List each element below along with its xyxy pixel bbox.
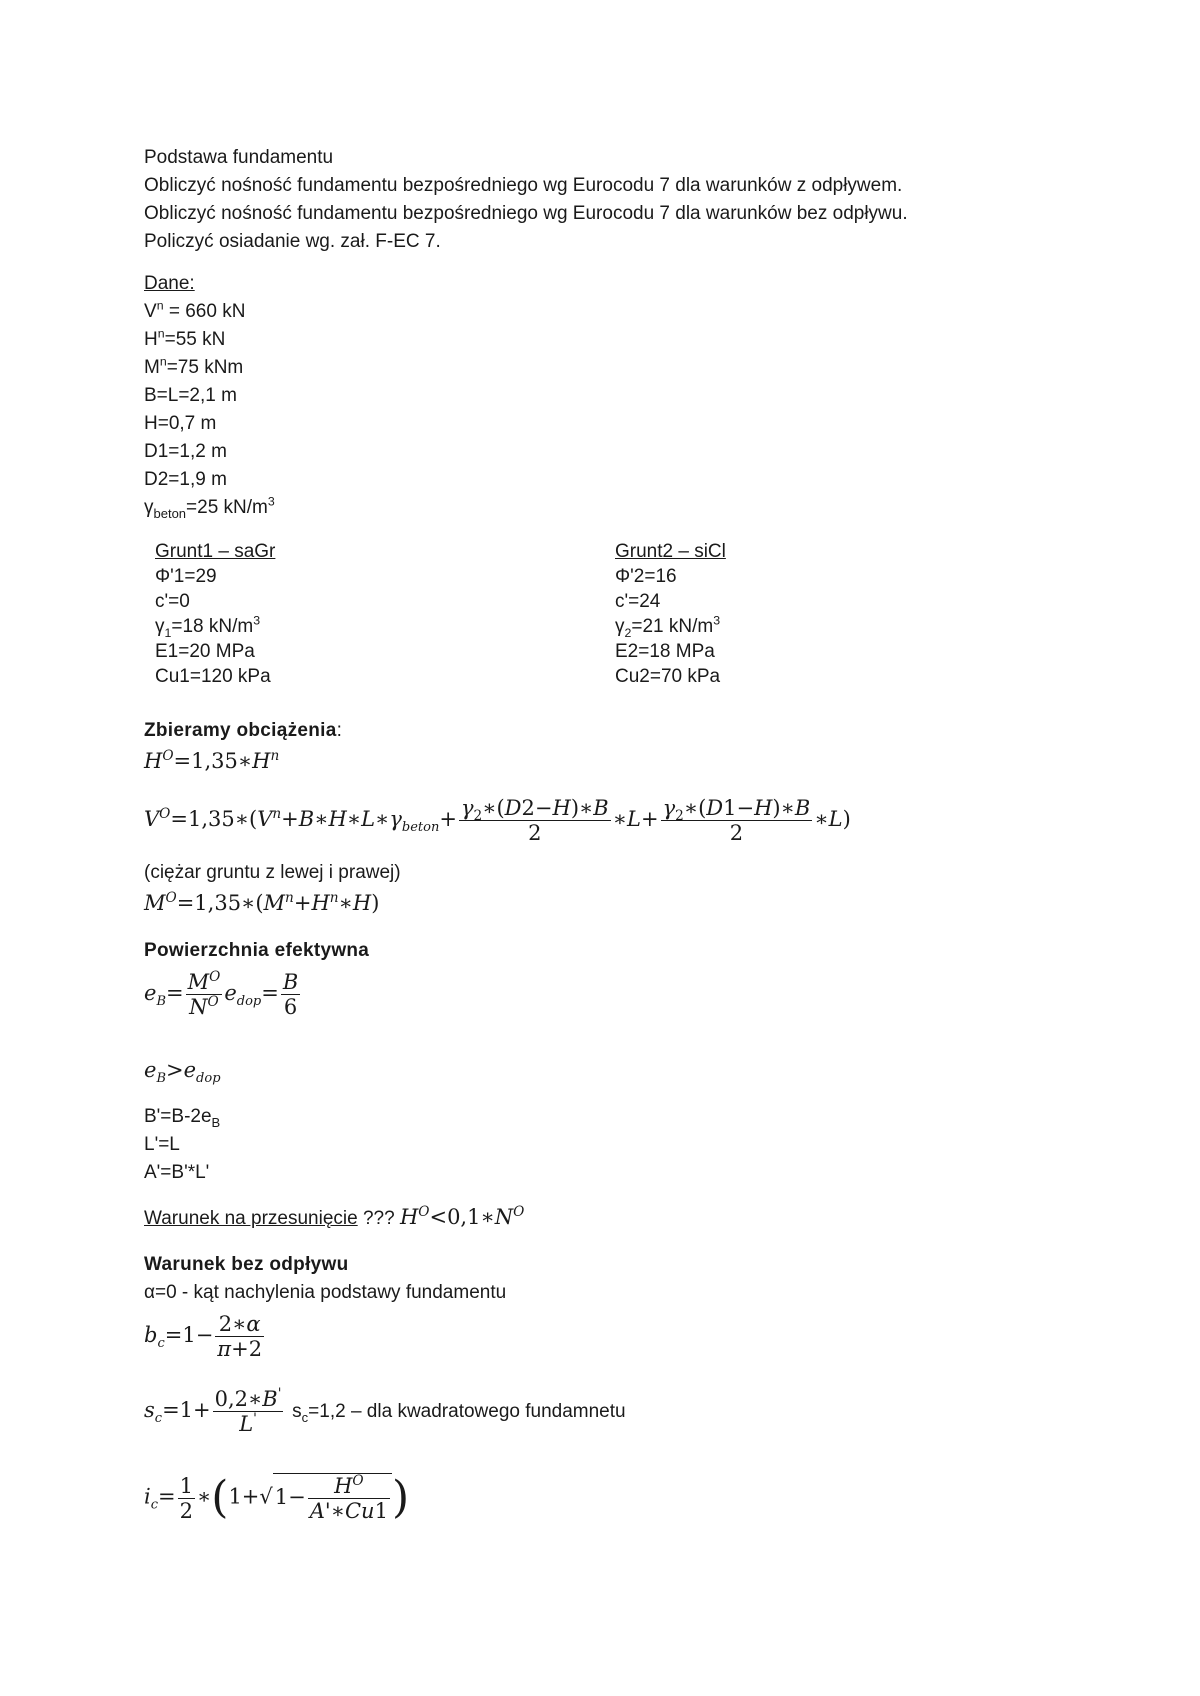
dane-heading: Dane: bbox=[144, 273, 195, 294]
grunt1-phi: Φ'1=29 bbox=[155, 566, 217, 587]
grunt1-title: Grunt1 – saGr bbox=[155, 541, 276, 562]
grunt2-gamma: $\gamma_2=21$ $kN/m^3$ bbox=[615, 613, 721, 640]
grunt1-e: E1=20 MPa bbox=[155, 641, 255, 662]
grunt2-phi: Φ'2=16 bbox=[615, 566, 677, 587]
grunt2-c: c'=24 bbox=[615, 591, 661, 612]
obciazenia-heading: Zbieramy obciążenia: bbox=[144, 720, 342, 741]
formula-vo: $V^O=1,35∗(V^n+B∗H∗L∗\gamma_{beton}+$ $\frac{\gamma_2∗(D2-H)∗B}{2}$ ∗L+ $\frac{\gamma_2∗(D1-H)∗B}{2}$ ∗L) bbox=[144, 796, 851, 845]
grunt1-c: c'=0 bbox=[155, 591, 190, 612]
doc-title: Podstawa fundamentu bbox=[144, 147, 334, 168]
task-line-3: Policzyć osiadanie wg. zał. F-EC 7. bbox=[144, 231, 441, 252]
przesuniecie-line: Warunek na przesunięcie ??? $H^O<0,1∗N^O$ bbox=[144, 1204, 525, 1229]
obciazenia-note: (ciężar gruntu z lewej i prawej) bbox=[144, 862, 401, 883]
dane-d1: D1=1,2 m bbox=[144, 441, 227, 462]
task-line-1: Obliczyć nośność fundamentu bezpośredniego wg Eurocodu 7 dla warunków z odpływem. bbox=[144, 175, 903, 196]
powierzchnia-heading: Powierzchnia efektywna bbox=[144, 940, 370, 961]
dane-d2: D2=1,9 m bbox=[144, 469, 227, 490]
dane-hn: $H^n=55$ kN bbox=[144, 326, 226, 350]
grunt2-title: Grunt2 – siCl bbox=[615, 541, 726, 562]
formula-ic: $i_c=$ $\frac{1}{2}$ ∗(1+√1− $\frac{H^O}{A'∗Cu1}$ ) bbox=[144, 1472, 410, 1523]
dane-mn: $M^n=75$ kNm bbox=[144, 354, 244, 378]
b-prime: $B'=B-2e_B$ bbox=[144, 1106, 221, 1130]
dane-bl: B=L=2,1 m bbox=[144, 385, 237, 406]
a-prime: A'=B'*L' bbox=[144, 1162, 210, 1183]
formula-przesuniecie: $H^O<0,1∗N^O$ bbox=[399, 1204, 525, 1229]
bez-odplywu-heading: Warunek bez odpływu bbox=[144, 1254, 349, 1275]
formula-sc: $s_c=1+$ $\frac{0,2∗B'}{L'}$ $s_c=1,2$ – dla kwadratowego fundamnetu bbox=[144, 1386, 626, 1436]
dane-h: H=0,7 m bbox=[144, 413, 217, 434]
dane-gamma-beton: $\gamma_{beton}=25$ $kN/m^3$ bbox=[144, 494, 275, 521]
l-prime: L'=L bbox=[144, 1134, 180, 1155]
formula-mo: $M^O=1,35∗(M^n+H^n∗H)$ bbox=[144, 890, 380, 915]
formula-bc: $b_c=1-$ $\frac{2∗\alpha}{\pi+2}$ bbox=[144, 1312, 263, 1361]
grunt2-e: E2=18 MPa bbox=[615, 641, 715, 662]
formula-eb: $e_B=$ $\frac{M^O}{N^O}$ $e_{dop}=$ $\frac{B}{6}$ bbox=[144, 969, 299, 1019]
task-line-2: Obliczyć nośność fundamentu bezpośredniego wg Eurocodu 7 dla warunków bez odpływu. bbox=[144, 203, 908, 224]
formula-eb-gt-edop: $e_B>e_{dop}$ bbox=[144, 1058, 221, 1087]
sc-note: $s_c=1,2$ – dla kwadratowego fundamnetu bbox=[292, 1401, 626, 1425]
alpha-line: α=0 - kąt nachylenia podstawy fundamentu bbox=[144, 1282, 507, 1303]
dane-vn: $V^n = 660$ kN bbox=[144, 298, 246, 322]
grunt1-gamma: $\gamma_1=18$ $kN/m^3$ bbox=[155, 613, 261, 640]
grunt1-cu: Cu1=120 kPa bbox=[155, 666, 271, 687]
formula-ho: $H^O=1,35∗H^n$ bbox=[144, 748, 280, 773]
grunt2-cu: Cu2=70 kPa bbox=[615, 666, 721, 687]
